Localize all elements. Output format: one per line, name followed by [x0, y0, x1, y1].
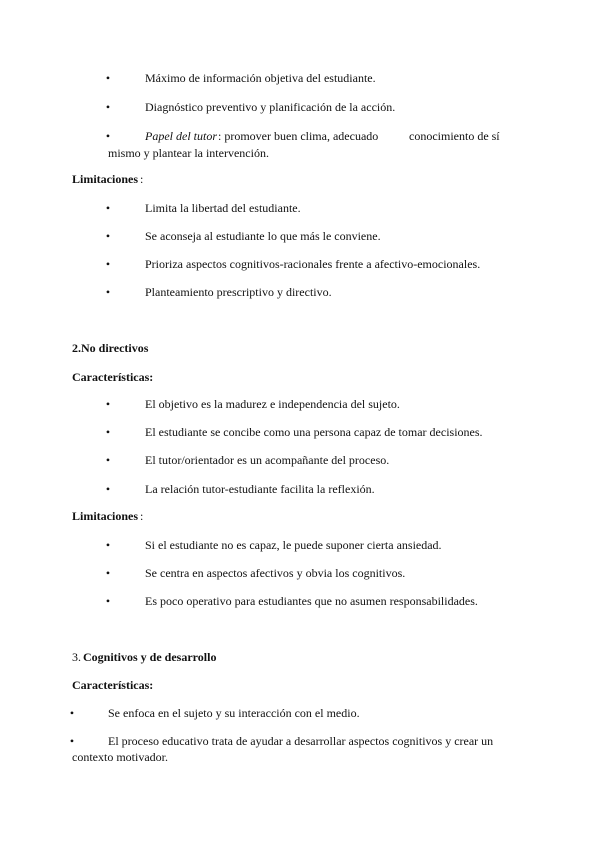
list-item: Máximo de información objetiva del estudiante.: [145, 71, 376, 85]
bullet-icon: •: [105, 129, 111, 143]
list-item: El estudiante se concibe como una persona capaz de tomar decisiones.: [145, 425, 483, 439]
list-item: Si el estudiante no es capaz, le puede suponer cierta ansiedad.: [145, 538, 442, 552]
bullet-icon: •: [105, 100, 111, 114]
characteristics-heading: Características:: [72, 678, 154, 692]
list-item: Es poco operativo para estudiantes que no asumen responsabilidades.: [145, 594, 478, 608]
bullet-icon: •: [105, 425, 111, 439]
tutor-role-text: : promover buen clima, adecuado: [218, 129, 379, 143]
limitations-heading: Limitaciones: [72, 172, 138, 186]
bullet-icon: •: [69, 706, 75, 720]
bullet-icon: •: [105, 257, 111, 271]
bullet-icon: •: [105, 397, 111, 411]
characteristics-heading: Características:: [72, 370, 154, 384]
list-item: El tutor/orientador es un acompañante del proceso.: [145, 453, 390, 467]
bullet-icon: •: [105, 482, 111, 496]
list-item-continuation: contexto motivador.: [72, 750, 168, 764]
list-item: El proceso educativo trata de ayudar a desarrollar aspectos cognitivos y crear un: [108, 734, 494, 748]
section-heading: 2.No directivos: [72, 341, 149, 355]
limitations-colon: :: [140, 509, 144, 523]
bullet-icon: •: [105, 201, 111, 215]
limitations-heading: Limitaciones: [72, 509, 138, 523]
list-item: Planteamiento prescriptivo y directivo.: [145, 285, 332, 299]
bullet-icon: •: [105, 566, 111, 580]
bullet-icon: •: [105, 538, 111, 552]
limitations-colon: :: [140, 172, 144, 186]
list-item: Diagnóstico preventivo y planificación de la acción.: [145, 100, 396, 114]
bullet-icon: •: [105, 229, 111, 243]
tutor-role-label: Papel del tutor: [145, 129, 217, 143]
section-heading: Cognitivos y de desarrollo: [83, 650, 217, 664]
bullet-icon: •: [105, 453, 111, 467]
tutor-role-text-2: conocimiento de sí: [409, 129, 500, 143]
list-item: Limita la libertad del estudiante.: [145, 201, 301, 215]
bullet-icon: •: [105, 594, 111, 608]
bullet-icon: •: [105, 285, 111, 299]
list-item: Prioriza aspectos cognitivos-racionales frente a afectivo-emocionales.: [145, 257, 481, 271]
section-number: 3.: [72, 650, 81, 664]
list-item: El objetivo es la madurez e independencia del sujeto.: [145, 397, 400, 411]
list-item: Se centra en aspectos afectivos y obvia los cognitivos.: [145, 566, 406, 580]
list-item: Se enfoca en el sujeto y su interacción con el medio.: [108, 706, 360, 720]
bullet-icon: •: [69, 734, 75, 748]
bullet-icon: •: [105, 71, 111, 85]
list-item: Se aconseja al estudiante lo que más le conviene.: [145, 229, 381, 243]
tutor-role-text-3: mismo y plantear la intervención.: [108, 146, 269, 160]
list-item: La relación tutor-estudiante facilita la reflexión.: [145, 482, 375, 496]
